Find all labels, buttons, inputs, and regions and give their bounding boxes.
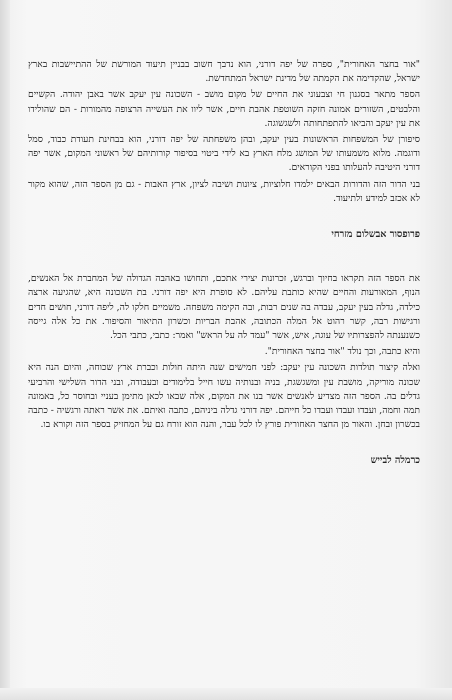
intro-paragraph-4: בני הדור הזה והדורות הבאים ילמדו חלוציות, ציונות ושיבה לציון, ארץ האבות - גם מן הספר הזה, שהוא מקור לא אכזב למידע ולתיעוד. xyxy=(28,178,420,204)
book-bottom-edge xyxy=(0,688,452,700)
intro-paragraph-1: "אור בחצר האחורית", ספרה של יפה דורני, הוא נדבך חשוב בבניין תיעוד המורשת של ההתיישבות בארץ ישראל, שהקדימה את הקמתה של מדינת ישראל המתחדשת. xyxy=(28,59,420,85)
tribute-paragraph-1: את הספר הזה תקראו בחיוך וברגש, זכרונות יצירי אתכם, ותחושו באהבה הגדולה של המחברת אל האנשים, הנוף, המאורעות והחיים שהיא כותבת עליהם. לא סופרת היא יפה דורני. בת השכונה היא, שהגיעה ארצה כילדה, גדלה בעין יעקב, עבדה בה שנים רבות, ובה הקימה משפחה. משמיים חלקו לה, ליפה דורני, חושים חדים ורגישות רבה, קשר רהוט אל המלה הכתובה, אהבת הבריות וכשרון התיאור והסיפור. את כל אלה גייסה כשנענתה להפצרותיו של עוגה, איש, אשר "עמד לה על הראש" ואמר: כתבי, כתבי הכל. xyxy=(28,273,420,342)
book-spine-edge xyxy=(0,0,10,700)
tribute-paragraph-2: והיא כתבה, וכך נולד "אור בחצר האחורית". xyxy=(264,346,420,358)
tribute-section xyxy=(28,272,420,432)
intro-paragraph-2: הספר מתאר בסגנון חי וצבעוני את החיים של מקום מושב - השכונה עין יעקב אשר באבן יהודה. הקשיים והלבטים, השזורים אמונה חזקה השוטפת אהבת חיים, אשר ליוו את העשייה הרצופה מהמורות - הם שהולידו את עין יעקב והביאו להתפתחותה ולשגשוגה. xyxy=(28,89,420,129)
intro-paragraph-3: סיפורן של המשפחות הראשונות בעין יעקב, ובהן משפחתה של יפה דורני, הוא בבחינת תעודת כבוד, סמל ודוגמה. מלוא משמעותו של המושג מלח הארץ בא לידי ביטוי בסיפור קורותיהם של ראשוני המקום, אשר יפה דורני היטיבה להעלותו בפני הקוראים. xyxy=(28,134,420,174)
intro-signature: פרופסור אבשלום מזרחי xyxy=(331,229,420,241)
tribute-paragraph-3: ואלה קיצור תולדות השכונה עין יעקב: לפני חמישים שנה היתה חולות וכברת ארץ שכוחה, והיום הנה היא שכונה מוריקה, מושבת עין ומשגשגת, בניה ובנותיה עשו חייל בלימודים ובעבודה, ובני הדור השלישי והרביעי גדלים בה. הספר הזה מצדיע לאנשים אשר בנו את המקום, אלה שבאו לכאן מתימן בעניי ובחוסר כל, באמונה תמה וחמה, ועבדו ועבדו ועבדו כל חייהם. יפה דורני גדלה ביניהם, כתבה ואיתם. את אשר ראתה ורגשיה - כתבה בכשרון ובחן. והאור מן החצר האחורית פורץ לו לכל עבר, והנה הוא זורח גם על המחזיק בספר הזה וקורא בו. xyxy=(28,362,420,431)
tribute-signature: כרמלה לבייש xyxy=(370,455,420,467)
cover-text xyxy=(28,58,420,471)
